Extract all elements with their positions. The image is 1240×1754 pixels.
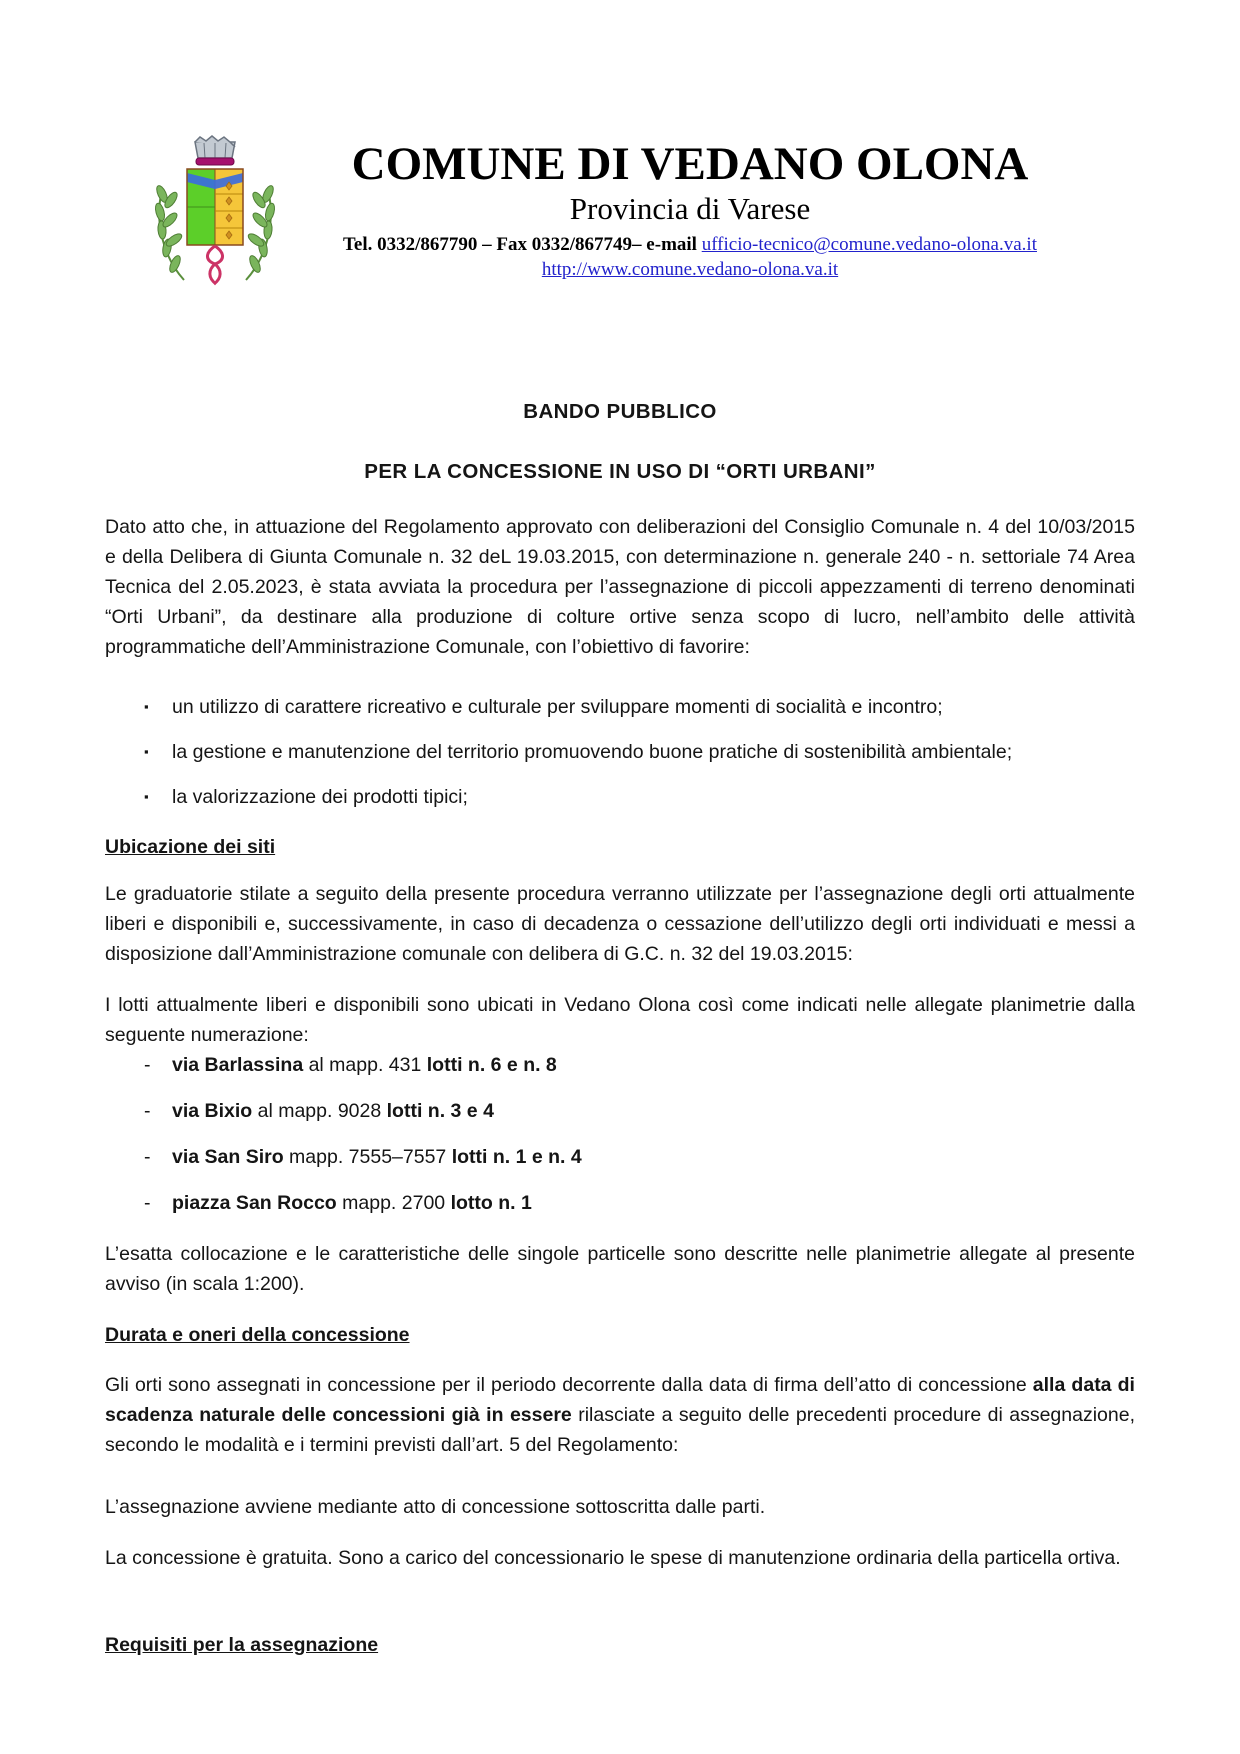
paragraph: Le graduatorie stilate a seguito della presente procedura verranno utilizzate per l’assegnazione degli orti attualmente liberi e disponibili e, successivamente, in caso di decadenza o cessazione dell’utilizzo degli orti individuati e messi a disposizione dall’Amministrazione comunale con delibera di G.C. n. 32 del 19.03.2015: [105, 883, 1135, 965]
paragraph: L’assegnazione avviene mediante atto di concessione sottoscritta dalle parti. [105, 1496, 766, 1518]
crown-icon [195, 136, 235, 165]
lots-list [105, 1050, 1135, 1218]
objective-text: un utilizzo di carattere ricreativo e culturale per sviluppare momenti di socialità e incontro; [172, 696, 943, 718]
lot-mapp: mapp. 7555–7557 [283, 1146, 452, 1168]
lot-street: piazza San Rocco [172, 1192, 337, 1214]
lot-street: via San Siro [172, 1146, 284, 1168]
lot-numbers: lotto n. 1 [450, 1192, 532, 1214]
durata-text-pre: Gli orti sono assegnati in concessione per il periodo decorrente dalla data di firma dell’atto di concessione [105, 1374, 1033, 1396]
paragraph: La concessione è gratuita. Sono a carico del concessionario le spese di manutenzione ordinaria della particella ortiva. [105, 1547, 1121, 1569]
list-item [105, 1050, 1135, 1080]
contact-prefix: Tel. 0332/867790 – Fax 0332/867749– e-mail [343, 234, 702, 255]
dash-bullet-icon: - [144, 1054, 151, 1076]
website-link[interactable]: http://www.comune.vedano-olona.va.it [541, 259, 839, 280]
square-bullet-icon: ▪ [144, 789, 149, 804]
lot-street: via Barlassina [172, 1054, 304, 1076]
email-link[interactable]: ufficio-tecnico@comune.vedano-olona.va.it [701, 234, 1037, 255]
objective-text: la gestione e manutenzione del territorio promuovendo buone pratiche di sostenibilità ambientale; [172, 741, 1013, 763]
lot-mapp: mapp. 2700 [336, 1192, 451, 1214]
letterhead [240, 140, 1140, 281]
province-name: Provincia di Varese [569, 191, 811, 226]
lot-numbers: lotti n. 1 e n. 4 [451, 1146, 582, 1168]
contact-line [240, 233, 1140, 256]
lot-numbers: lotti n. 3 e 4 [386, 1100, 494, 1122]
section-heading-durata: Durata e oneri della concessione [105, 1324, 410, 1346]
dash-bullet-icon: - [144, 1192, 151, 1214]
list-item [105, 1142, 1135, 1172]
lot-entry [172, 1188, 532, 1218]
section-heading-ubicazione: Ubicazione dei siti [105, 836, 276, 858]
ribbon-icon [207, 246, 222, 284]
list-item [105, 1096, 1135, 1126]
intro-paragraph: Dato atto che, in attuazione del Regolamento approvato con deliberazioni del Consiglio Comunale n. 4 del 10/03/2015 e della Delibera di Giunta Comunale n. 32 deL 19.03.2015, con determinazione n. generale 240 - n. settoriale 74 Area Tecnica del 2.05.2023, è stata avviata la procedura per l’assegnazione di piccoli appezzamenti di terreno denominati “Orti Urbani”, da destinare alla produzione di colture ortive senza scopo di lucro, nell’ambito delle attività programmatiche dell’Amministrazione Comunale, con l’obiettivo di favorire: [105, 516, 1135, 658]
lot-entry [172, 1142, 582, 1172]
document-body [105, 400, 1135, 1660]
document-title: BANDO PUBBLICO [523, 400, 717, 423]
list-item [105, 737, 1135, 767]
dash-bullet-icon: - [144, 1100, 151, 1122]
lot-street: via Bixio [172, 1100, 253, 1122]
section-heading-requisiti: Requisiti per la assegnazione [105, 1634, 379, 1656]
list-item [105, 1188, 1135, 1218]
lot-entry [172, 1096, 494, 1126]
list-item [105, 782, 1135, 812]
lot-numbers: lotti n. 6 e n. 8 [426, 1054, 557, 1076]
dash-bullet-icon: - [144, 1146, 151, 1168]
square-bullet-icon: ▪ [144, 699, 149, 714]
shield-icon [187, 169, 243, 245]
list-item [105, 692, 1135, 722]
lot-mapp: al mapp. 431 [303, 1054, 427, 1076]
durata-text-post: rilasciate a seguito delle precedenti procedure di assegnazione, secondo le modalità e i termini previsti dall’art. 5 del Regolamento: [105, 1404, 1135, 1456]
lot-mapp: al mapp. 9028 [252, 1100, 387, 1122]
document-subtitle: PER LA CONCESSIONE IN USO DI “ORTI URBANI” [364, 460, 876, 483]
objectives-list [105, 692, 1135, 812]
municipality-name: COMUNE DI VEDANO OLONA [351, 138, 1029, 190]
paragraph [105, 1370, 1135, 1460]
objective-text: la valorizzazione dei prodotti tipici; [172, 786, 468, 808]
paragraph: L’esatta collocazione e le caratteristiche delle singole particelle sono descritte nelle planimetrie allegate al presente avviso (in scala 1:200). [105, 1243, 1135, 1295]
durata-text-bold: alla data di scadenza naturale delle concessioni già in essere [105, 1374, 1135, 1426]
paragraph: I lotti attualmente liberi e disponibili sono ubicati in Vedano Olona così come indicati nelle allegate planimetrie dalla seguente numerazione: [105, 994, 1135, 1046]
website-line [240, 258, 1140, 281]
lot-entry [172, 1050, 557, 1080]
square-bullet-icon: ▪ [144, 744, 149, 759]
